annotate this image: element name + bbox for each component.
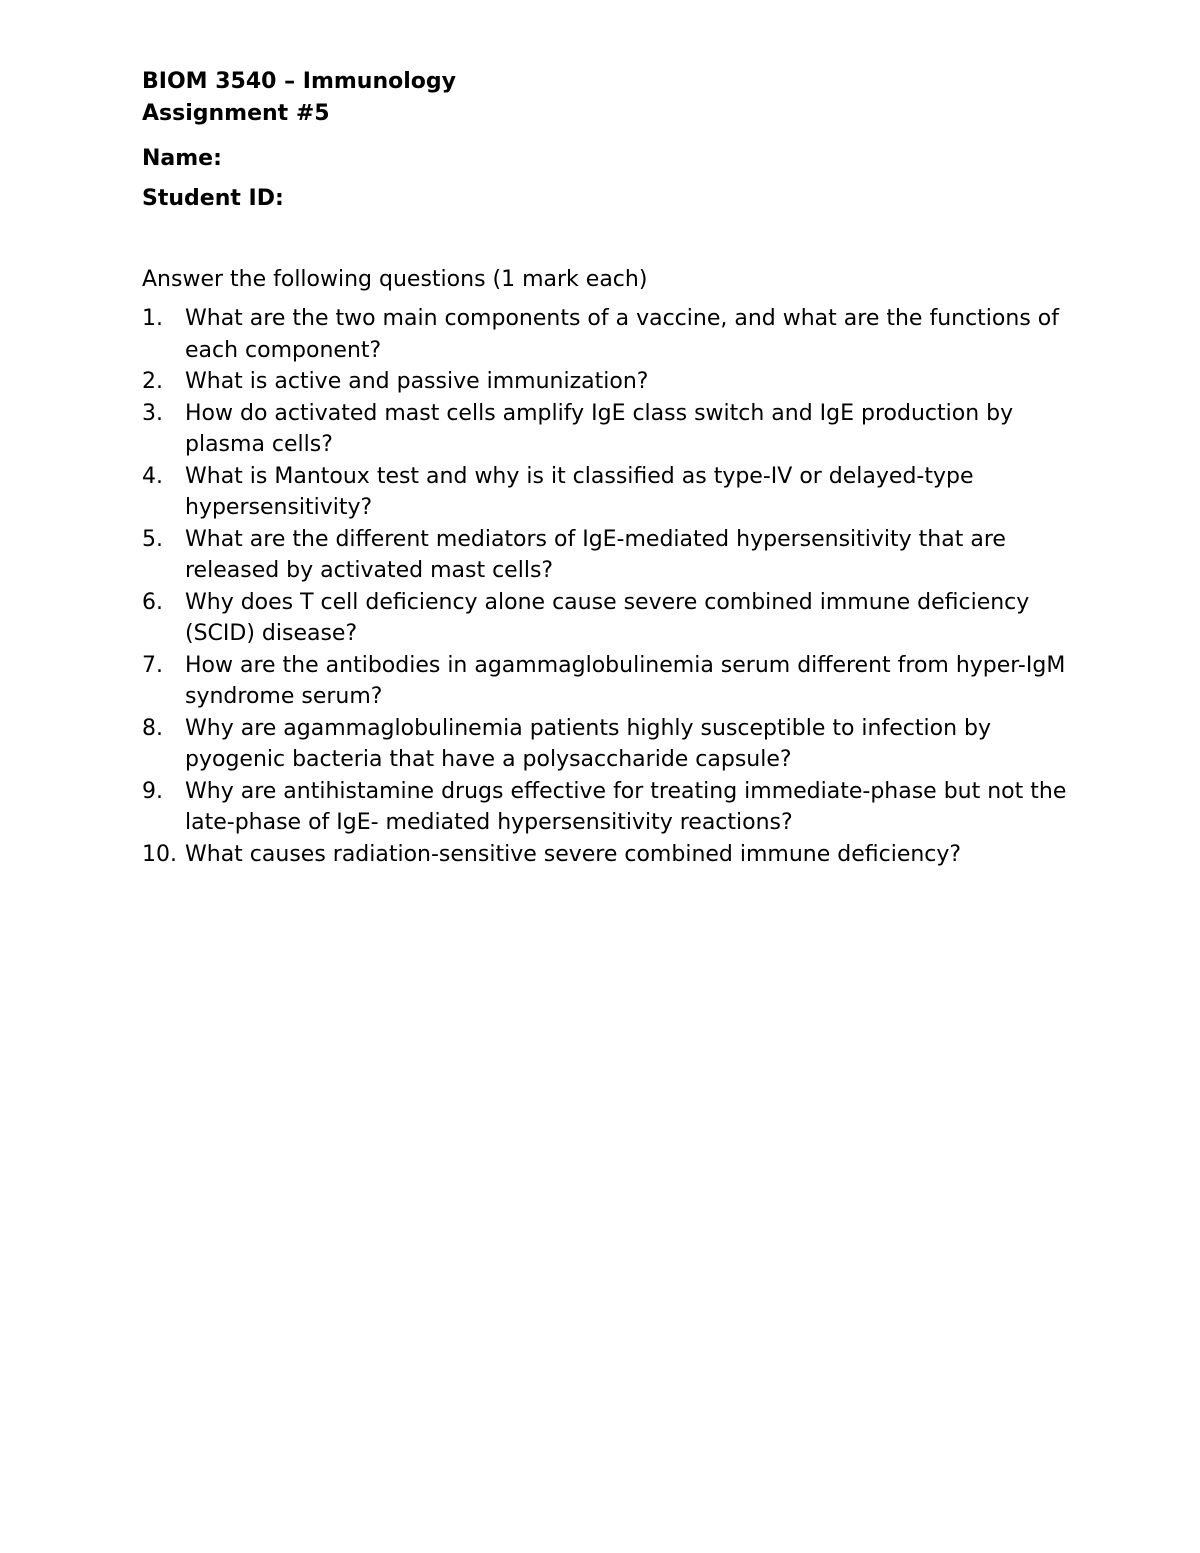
question-number: 3. [142, 400, 163, 426]
student-id-label: Student ID: [142, 186, 284, 211]
question-item [142, 776, 1072, 839]
question-item [142, 713, 1072, 776]
question-item [142, 587, 1072, 650]
document-content [142, 66, 1072, 870]
question-number: 2. [142, 369, 163, 394]
question-list [142, 303, 1072, 870]
question-text: What is active and passive immunization? [185, 369, 649, 394]
question-number: 7. [142, 652, 163, 678]
question-text: How do activated mast cells amplify IgE class switch and IgE production by plasma cells? [185, 400, 1014, 457]
question-item [142, 366, 1072, 398]
question-number: 8. [142, 715, 163, 741]
question-text: Why are antihistamine drugs effective for treating immediate-phase but not the late-phase of IgE- mediated hypersensitivity reactions? [185, 778, 1067, 835]
question-text: Why does T cell deficiency alone cause severe combined immune deficiency (SCID) disease? [185, 589, 1030, 646]
question-number: 1. [142, 306, 163, 331]
question-text: What are the two main components of a vaccine, and what are the functions of each component? [185, 306, 1059, 363]
question-text: What causes radiation-sensitive severe combined immune deficiency? [185, 841, 962, 867]
question-number: 5. [142, 526, 163, 552]
instructions: Answer the following questions (1 mark each) [142, 267, 648, 292]
question-item [142, 303, 1072, 366]
question-text: How are the antibodies in agammaglobulinemia serum different from hyper-IgM syndrome serum? [185, 652, 1066, 709]
question-number: 6. [142, 589, 163, 615]
question-number: 10. [142, 841, 177, 867]
name-label: Name: [142, 146, 222, 171]
question-item [142, 461, 1072, 524]
question-item [142, 398, 1072, 461]
question-text: What is Mantoux test and why is it classified as type-IV or delayed-type hypersensitivity? [185, 463, 974, 520]
course-title: BIOM 3540 – Immunology [142, 69, 456, 94]
question-text: Why are agammaglobulinemia patients highly susceptible to infection by pyogenic bacteria that have a polysaccharide capsule? [185, 715, 991, 772]
question-text: What are the different mediators of IgE-mediated hypersensitivity that are released by activated mast cells? [185, 526, 1006, 583]
question-item [142, 839, 1072, 871]
question-number: 4. [142, 463, 163, 489]
question-item [142, 650, 1072, 713]
question-number: 9. [142, 778, 163, 804]
question-item [142, 524, 1072, 587]
assignment-title: Assignment #5 [142, 101, 330, 126]
